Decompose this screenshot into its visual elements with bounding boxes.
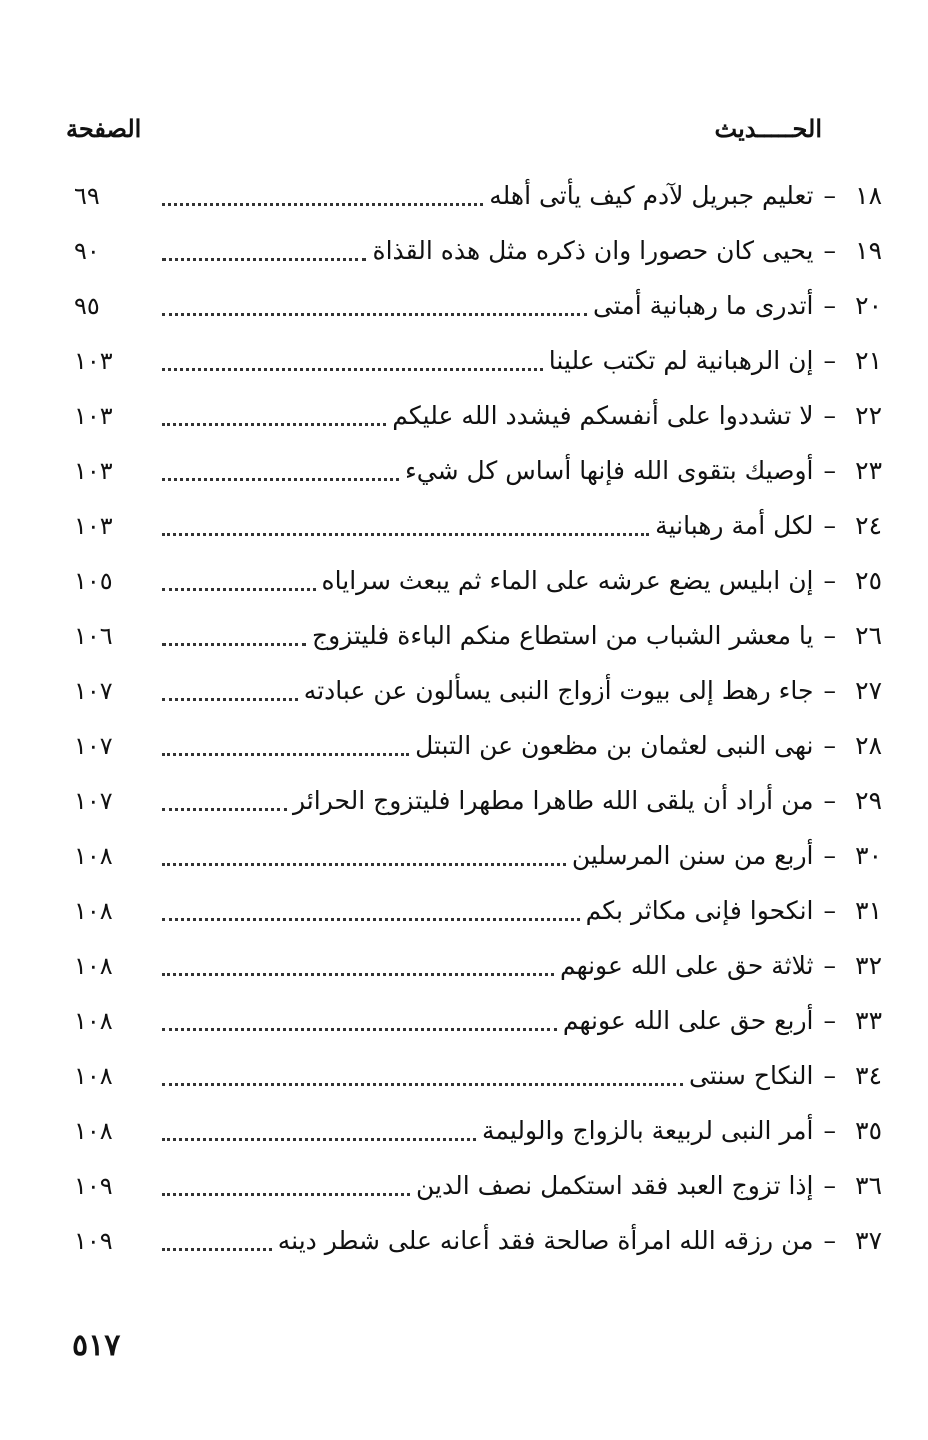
dot-leader: [162, 258, 366, 261]
dot-leader: [162, 753, 409, 756]
entry-dash: –: [823, 456, 836, 485]
entry-dash: –: [823, 1116, 836, 1145]
dot-leader: [162, 1193, 410, 1196]
entry-title: انكحوا فإنى مكاثر بكم: [585, 896, 814, 925]
entry-number: ٣١: [855, 896, 882, 925]
entry-page-number: ١٠٦: [74, 622, 113, 650]
toc-entry: [74, 498, 882, 553]
entry-number: ٢٩: [855, 786, 882, 815]
entry-page-number: ١٠٥: [74, 567, 113, 595]
toc-entry: [74, 278, 882, 333]
entry-page-number: ١٠٧: [74, 677, 113, 705]
entry-title: أربع من سنن المرسلين: [571, 841, 814, 870]
dot-leader: [162, 588, 316, 591]
entry-dash: –: [823, 511, 836, 540]
entry-page-number: ١٠٨: [74, 952, 113, 980]
entry-number: ٣٦: [855, 1171, 882, 1200]
entry-title: من أراد أن يلقى الله طاهرا مطهرا فليتزوج الحرائر: [293, 786, 814, 815]
toc-entry: [74, 388, 882, 443]
entry-number: ٣٧: [855, 1226, 882, 1255]
dot-leader: [162, 1138, 476, 1141]
toc-entry: [74, 168, 882, 223]
entry-title: أتدرى ما رهبانية أمتى: [592, 291, 814, 320]
entry-title: تعليم جبريل لآدم كيف يأتى أهله: [489, 181, 814, 210]
dot-leader: [162, 203, 483, 206]
entry-title: أربع حق على الله عونهم: [562, 1006, 814, 1035]
dot-leader: [162, 1248, 272, 1251]
toc-list: [74, 168, 882, 1268]
toc-entry: [74, 773, 882, 828]
entry-title: يحيى كان حصورا وان ذكره مثل هذه القذاة: [372, 236, 814, 265]
entry-title: أمر النبى لربيعة بالزواج والوليمة: [482, 1116, 814, 1145]
dot-leader: [162, 533, 649, 536]
entry-dash: –: [823, 236, 836, 265]
entry-dash: –: [823, 676, 836, 705]
entry-page-number: ٦٩: [74, 182, 100, 210]
entry-page-number: ١٠٧: [74, 787, 113, 815]
entry-title: يا معشر الشباب من استطاع منكم الباءة فليتزوج: [312, 621, 814, 650]
entry-title: نهى النبى لعثمان بن مظعون عن التبتل: [415, 731, 814, 760]
toc-entry: [74, 1103, 882, 1158]
entry-page-number: ١٠٨: [74, 1117, 113, 1145]
dot-leader: [162, 918, 580, 921]
entry-dash: –: [823, 291, 836, 320]
entry-dash: –: [823, 1061, 836, 1090]
entry-page-number: ٩٥: [74, 292, 100, 320]
toc-entry: [74, 718, 882, 773]
entry-number: ٢٤: [855, 511, 882, 540]
entry-page-number: ١٠٣: [74, 457, 113, 485]
entry-dash: –: [823, 181, 836, 210]
entry-page-number: ١٠٨: [74, 1007, 113, 1035]
entry-number: ٣٢: [855, 951, 882, 980]
entry-page-number: ١٠٧: [74, 732, 113, 760]
toc-entry: [74, 1213, 882, 1268]
entry-dash: –: [823, 731, 836, 760]
entry-number: ٣٥: [855, 1116, 882, 1145]
entry-dash: –: [823, 401, 836, 430]
entry-title: جاء رهط إلى بيوت أزواج النبى يسألون عن عبادته: [303, 676, 814, 705]
entry-title: لا تشددوا على أنفسكم فيشدد الله عليكم: [392, 401, 814, 430]
entry-title: النكاح سنتى: [689, 1061, 814, 1090]
entry-dash: –: [823, 621, 836, 650]
dot-leader: [162, 313, 587, 316]
entry-number: ٢٥: [855, 566, 882, 595]
entry-number: ١٩: [855, 236, 882, 265]
entry-dash: –: [823, 841, 836, 870]
entry-page-number: ١٠٩: [74, 1227, 113, 1255]
entry-number: ١٨: [855, 181, 882, 210]
entry-number: ٢٢: [855, 401, 882, 430]
dot-leader: [162, 478, 399, 481]
entry-title: ثلاثة حق على الله عونهم: [559, 951, 814, 980]
entry-number: ٢٠: [855, 291, 882, 320]
entry-title: أوصيك بتقوى الله فإنها أساس كل شيء: [405, 456, 814, 485]
entry-number: ٢٨: [855, 731, 882, 760]
dot-leader: [162, 863, 566, 866]
entry-page-number: ١٠٨: [74, 897, 113, 925]
dot-leader: [162, 643, 306, 646]
entry-dash: –: [823, 566, 836, 595]
entry-dash: –: [823, 1171, 836, 1200]
entry-dash: –: [823, 951, 836, 980]
toc-entry: [74, 663, 882, 718]
toc-entry: [74, 938, 882, 993]
toc-entry: [74, 828, 882, 883]
toc-entry: [74, 1048, 882, 1103]
entry-number: ٢٧: [855, 676, 882, 705]
entry-number: ٢١: [855, 346, 882, 375]
toc-entry: [74, 993, 882, 1048]
entry-number: ٣٤: [855, 1061, 882, 1090]
page-number: ٥١٧: [72, 1328, 121, 1363]
entry-number: ٣٣: [855, 1006, 882, 1035]
dot-leader: [162, 808, 287, 811]
entry-number: ٢٣: [855, 456, 882, 485]
dot-leader: [162, 423, 386, 426]
entry-dash: –: [823, 1006, 836, 1035]
entry-dash: –: [823, 896, 836, 925]
toc-entry: [74, 333, 882, 388]
entry-page-number: ٩٠: [74, 237, 100, 265]
toc-entry: [74, 883, 882, 938]
entry-page-number: ١٠٣: [74, 512, 113, 540]
toc-entry: [74, 608, 882, 663]
toc-entry: [74, 223, 882, 278]
entry-page-number: ١٠٣: [74, 402, 113, 430]
entry-page-number: ١٠٩: [74, 1172, 113, 1200]
entry-title: من رزقه الله امرأة صالحة فقد أعانه على شطر دينه: [277, 1226, 814, 1255]
column-heading-page: الصفحة: [66, 113, 142, 143]
entry-dash: –: [823, 346, 836, 375]
entry-dash: –: [823, 1226, 836, 1255]
entry-title: إذا تزوج العبد فقد استكمل نصف الدين: [416, 1171, 814, 1200]
dot-leader: [162, 1028, 557, 1031]
toc-entry: [74, 1158, 882, 1213]
dot-leader: [162, 368, 543, 371]
entry-page-number: ١٠٣: [74, 347, 113, 375]
entry-page-number: ١٠٨: [74, 1062, 113, 1090]
toc-entry: [74, 553, 882, 608]
dot-leader: [162, 1083, 683, 1086]
entry-number: ٣٠: [855, 841, 882, 870]
column-heading-hadith: الحـــــديث: [714, 113, 822, 143]
entry-number: ٢٦: [855, 621, 882, 650]
entry-page-number: ١٠٨: [74, 842, 113, 870]
dot-leader: [162, 973, 554, 976]
entry-title: إن ابليس يضع عرشه على الماء ثم يبعث سراياه: [321, 566, 814, 595]
toc-header: [66, 108, 822, 148]
entry-dash: –: [823, 786, 836, 815]
toc-entry: [74, 443, 882, 498]
entry-title: لكل أمة رهبانية: [655, 511, 814, 540]
entry-title: إن الرهبانية لم تكتب علينا: [548, 346, 814, 375]
dot-leader: [162, 698, 298, 701]
